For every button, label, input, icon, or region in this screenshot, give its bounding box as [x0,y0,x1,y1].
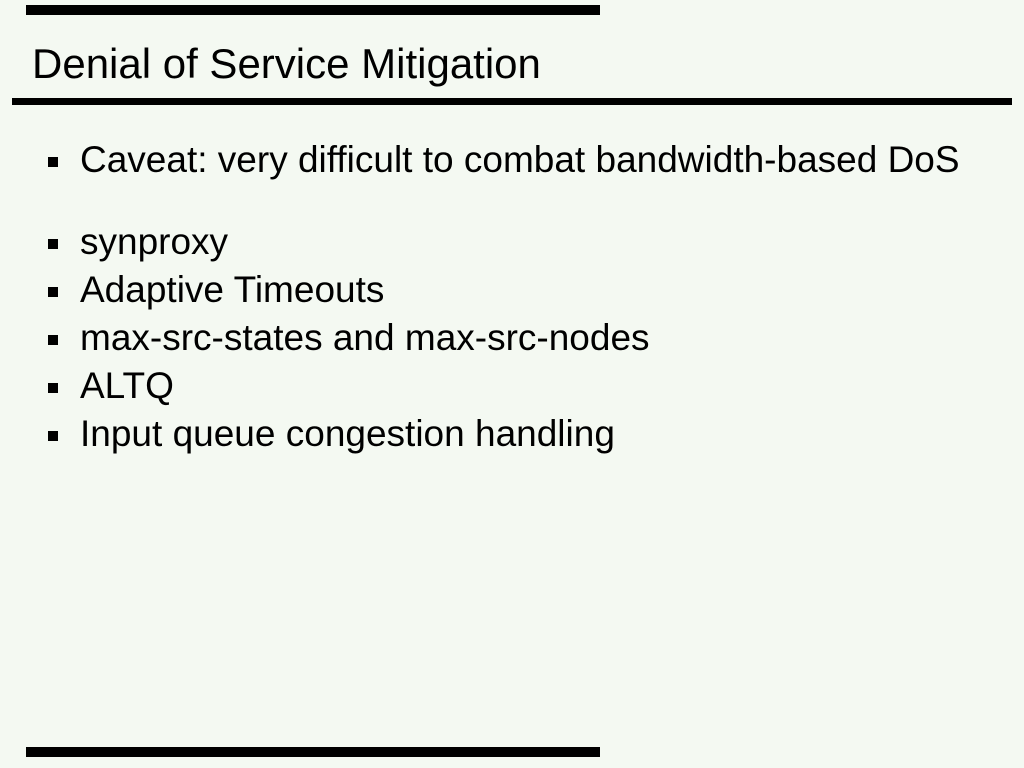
list-item [48,410,960,458]
list-item [48,314,960,362]
list-item [48,136,960,184]
bottom-edge-bar [26,747,600,757]
bullet-square-icon [48,287,58,297]
bullet-text: Caveat: very difficult to combat bandwidth-based DoS [80,139,960,180]
bullet-text: Adaptive Timeouts [80,269,385,310]
bullet-square-icon [48,335,58,345]
bullet-square-icon [48,239,58,249]
slide-title: Denial of Service Mitigation [32,40,541,87]
top-edge-bar [26,5,600,15]
bullet-text: Input queue congestion handling [80,413,615,454]
bullet-square-icon [48,431,58,441]
bullet-list [48,136,960,458]
bullet-square-icon [48,383,58,393]
list-item [48,218,960,266]
bullet-text: ALTQ [80,365,174,406]
bullet-text: max-src-states and max-src-nodes [80,317,650,358]
list-item [48,266,960,314]
title-underline-rule [12,98,1012,105]
list-item [48,362,960,410]
bullet-text: synproxy [80,221,229,262]
bullet-square-icon [48,157,58,167]
